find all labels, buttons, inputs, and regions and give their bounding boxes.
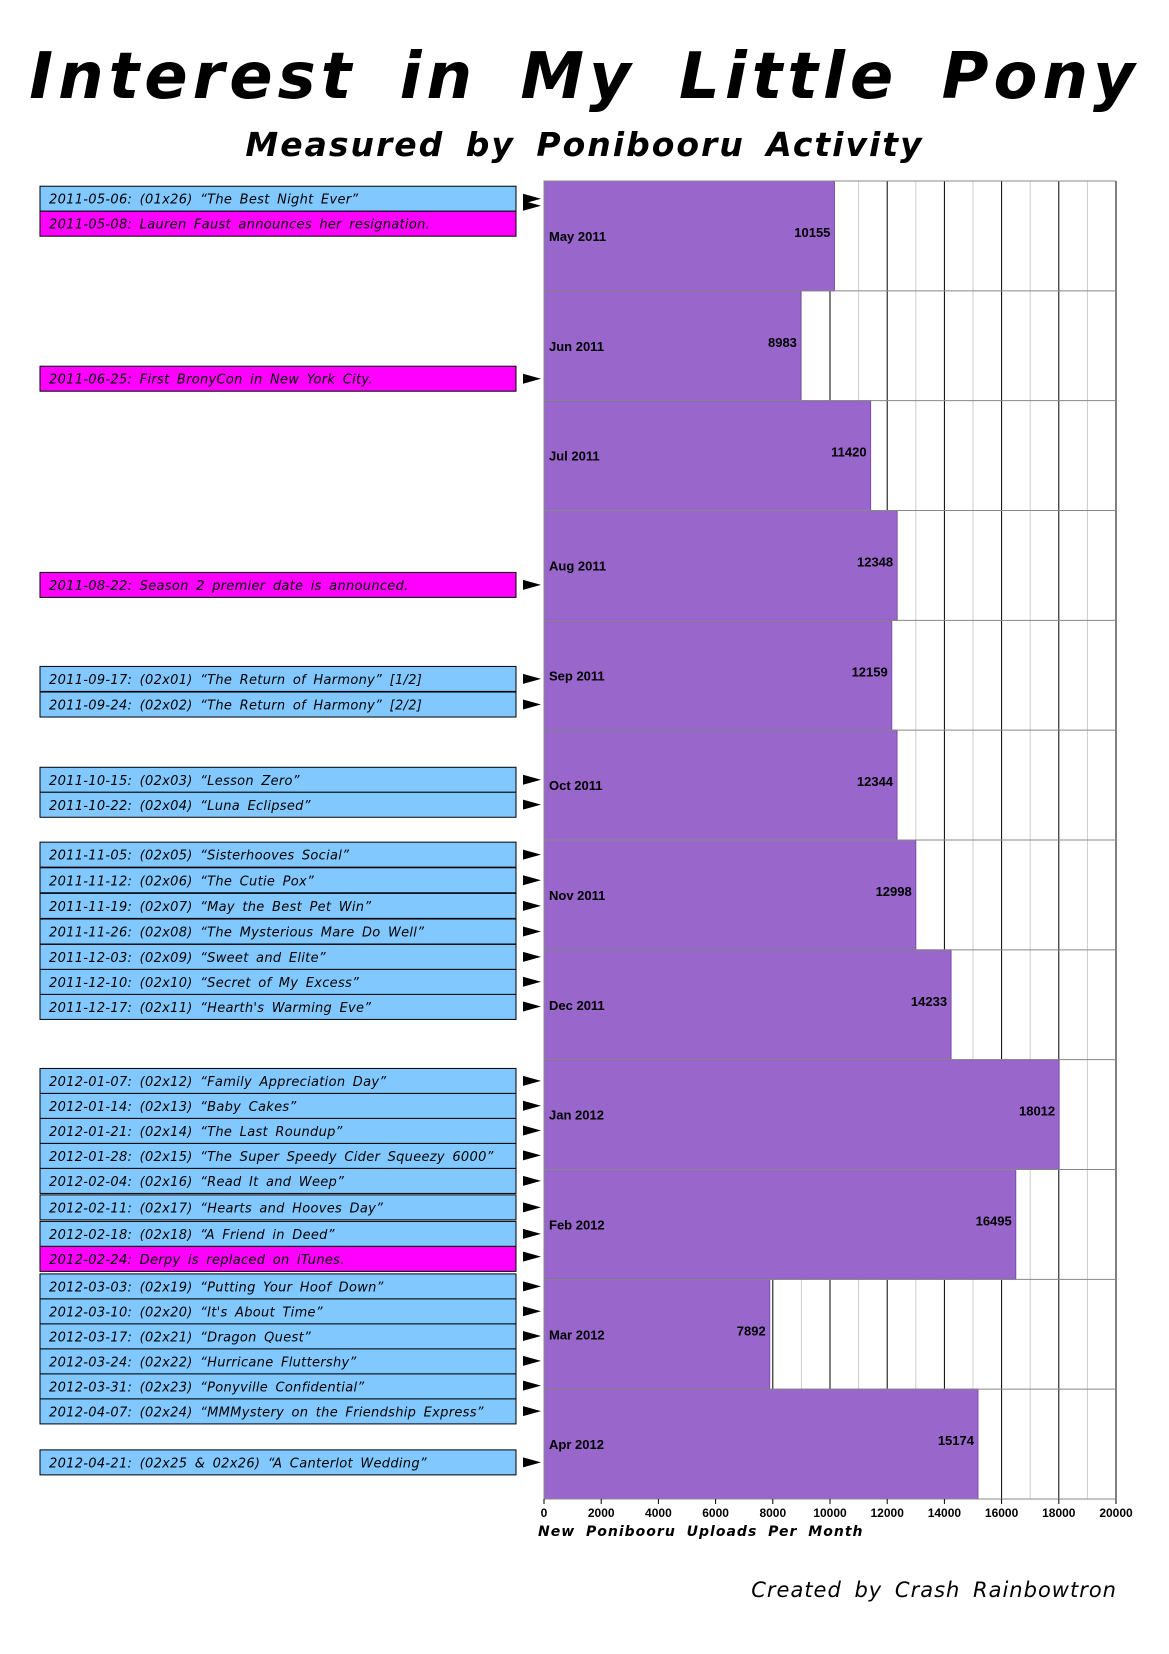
event-label: 2011-05-06: (01x26) “The Best Night Ever” [49,192,359,208]
event-label: 2012-02-18: (02x18) “A Friend in Deed” [49,1227,335,1243]
event-arrow [523,1002,541,1012]
event-label: 2011-06-25: First BronyCon in New York City. [49,372,373,388]
event-label: 2011-09-17: (02x01) “The Return of Harmony” [1/2] [49,672,423,688]
event-label: 2012-03-03: (02x19) “Putting Your Hoof Down” [49,1280,384,1296]
event-arrow [523,901,541,911]
category-label: Mar 2012 [549,1327,605,1343]
event-arrow [523,1457,541,1467]
event-arrow [523,1202,541,1212]
event-label: 2012-03-10: (02x20) “It's About Time” [49,1305,323,1321]
value-label: 14233 [910,993,948,1009]
event-label: 2011-10-22: (02x04) “Luna Eclipsed” [49,798,311,814]
event-arrow [523,1281,541,1291]
x-tick-label: 8000 [759,1506,787,1520]
x-tick-label: 12000 [870,1506,904,1520]
event-label: 2011-11-12: (02x06) “The Cutie Pox” [49,874,315,890]
credit-line: Created by Crash Rainbowtron [751,1578,1117,1602]
event-arrow [523,850,541,860]
value-label: 8983 [767,334,797,350]
event-arrow [523,1381,541,1391]
event-label: 2012-01-21: (02x14) “The Last Roundup” [49,1124,343,1140]
category-label: Jan 2012 [549,1107,604,1123]
event-label: 2011-09-24: (02x02) “The Return of Harmony” [2/2] [49,698,423,714]
category-label: Apr 2012 [549,1437,604,1453]
x-tick-label: 14000 [927,1506,962,1520]
event-arrow [523,1229,541,1239]
category-label: Feb 2012 [549,1217,605,1233]
x-tick-label: 4000 [645,1506,672,1520]
bar [544,1060,1059,1170]
event-arrow [523,1406,541,1416]
value-label: 11420 [831,444,867,460]
value-label: 12998 [875,883,912,899]
event-label: 2012-01-07: (02x12) “Family Appreciation Day” [49,1074,387,1090]
event-label: 2012-02-24: Derpy is replaced on iTunes. [49,1252,345,1268]
x-tick-label: 10000 [813,1506,847,1520]
event-label: 2012-04-07: (02x24) “MMMystery on the Friendship Express” [49,1405,484,1421]
category-label: Nov 2011 [549,887,606,903]
event-arrow [523,1076,541,1086]
event-timeline [40,186,541,1475]
x-axis [541,1499,1133,1520]
x-tick-label: 6000 [702,1506,729,1520]
category-label: Jun 2011 [549,338,604,354]
category-label: Jul 2011 [549,448,600,464]
bar [544,950,951,1060]
event-label: 2012-02-04: (02x16) “Read It and Weep” [49,1174,345,1190]
event-arrow [523,1252,541,1262]
event-arrow [523,800,541,810]
event-arrow [523,580,541,590]
value-label: 7892 [736,1323,766,1339]
event-label: 2011-12-03: (02x09) “Sweet and Elite” [49,950,326,966]
x-tick-label: 20000 [1099,1506,1133,1520]
event-arrow [523,374,541,384]
event-arrow [523,700,541,710]
bar [544,1170,1016,1280]
event-arrow [523,875,541,885]
event-label: 2012-01-28: (02x15) “The Super Speedy Cider Squeezy 6000” [49,1149,494,1165]
event-label: 2011-11-19: (02x07) “May the Best Pet Win” [49,899,372,915]
category-label: May 2011 [549,228,607,244]
value-label: 12348 [856,554,894,570]
x-tick-label: 18000 [1042,1506,1076,1520]
value-label: 12344 [856,774,894,790]
value-label: 12159 [851,664,888,680]
event-label: 2012-04-21: (02x25 & 02x26) “A Canterlot Wedding” [49,1456,427,1472]
event-arrow [523,927,541,937]
event-arrow [523,674,541,684]
x-tick-label: 0 [540,1506,548,1520]
category-label: Sep 2011 [549,668,605,684]
event-label: 2011-10-15: (02x03) “Lesson Zero” [49,773,300,789]
event-label: 2012-01-14: (02x13) “Baby Cakes” [49,1099,297,1115]
event-arrow [523,1356,541,1366]
event-arrow [523,1101,541,1111]
event-arrow [523,201,541,211]
x-tick-label: 2000 [587,1506,615,1520]
chart-subtitle: Measured by Ponibooru Activity [245,125,924,164]
value-label: 10155 [794,224,831,240]
event-label: 2012-03-31: (02x23) “Ponyville Confidential” [49,1380,365,1396]
event-label: 2011-11-26: (02x08) “The Mysterious Mare Do Well” [49,925,425,941]
event-arrow [523,1176,541,1186]
event-arrow [523,977,541,987]
value-label: 18012 [1018,1103,1056,1119]
event-label: 2012-03-24: (02x22) “Hurricane Fluttershy” [49,1355,357,1371]
chart-title: Interest in My Little Pony [29,40,1140,114]
event-arrow [523,952,541,962]
value-label: 16495 [975,1213,1012,1229]
event-label: 2012-02-11: (02x17) “Hearts and Hooves Day” [49,1201,384,1217]
event-label: 2011-08-22: Season 2 premier date is announced. [49,578,409,594]
event-arrow [523,775,541,785]
event-label: 2011-05-08: Lauren Faust announces her resignation. [49,217,431,233]
event-arrow [523,1126,541,1136]
event-label: 2011-12-10: (02x10) “Secret of My Excess” [49,975,360,991]
event-label: 2012-03-17: (02x21) “Dragon Quest” [49,1330,312,1346]
event-arrow [523,1331,541,1341]
event-arrow [523,1306,541,1316]
category-label: Oct 2011 [549,778,603,794]
x-tick-label: 16000 [984,1506,1019,1520]
category-label: Dec 2011 [549,997,605,1013]
event-arrow [523,1150,541,1160]
bar [544,1389,978,1499]
value-label: 15174 [937,1433,974,1449]
x-axis-title: New Ponibooru Uploads Per Month [538,1524,864,1540]
event-label: 2011-11-05: (02x05) “Sisterhooves Social” [49,848,350,864]
category-label: Aug 2011 [549,558,607,574]
event-label: 2011-12-17: (02x11) “Hearth's Warming Eve” [49,1000,372,1016]
